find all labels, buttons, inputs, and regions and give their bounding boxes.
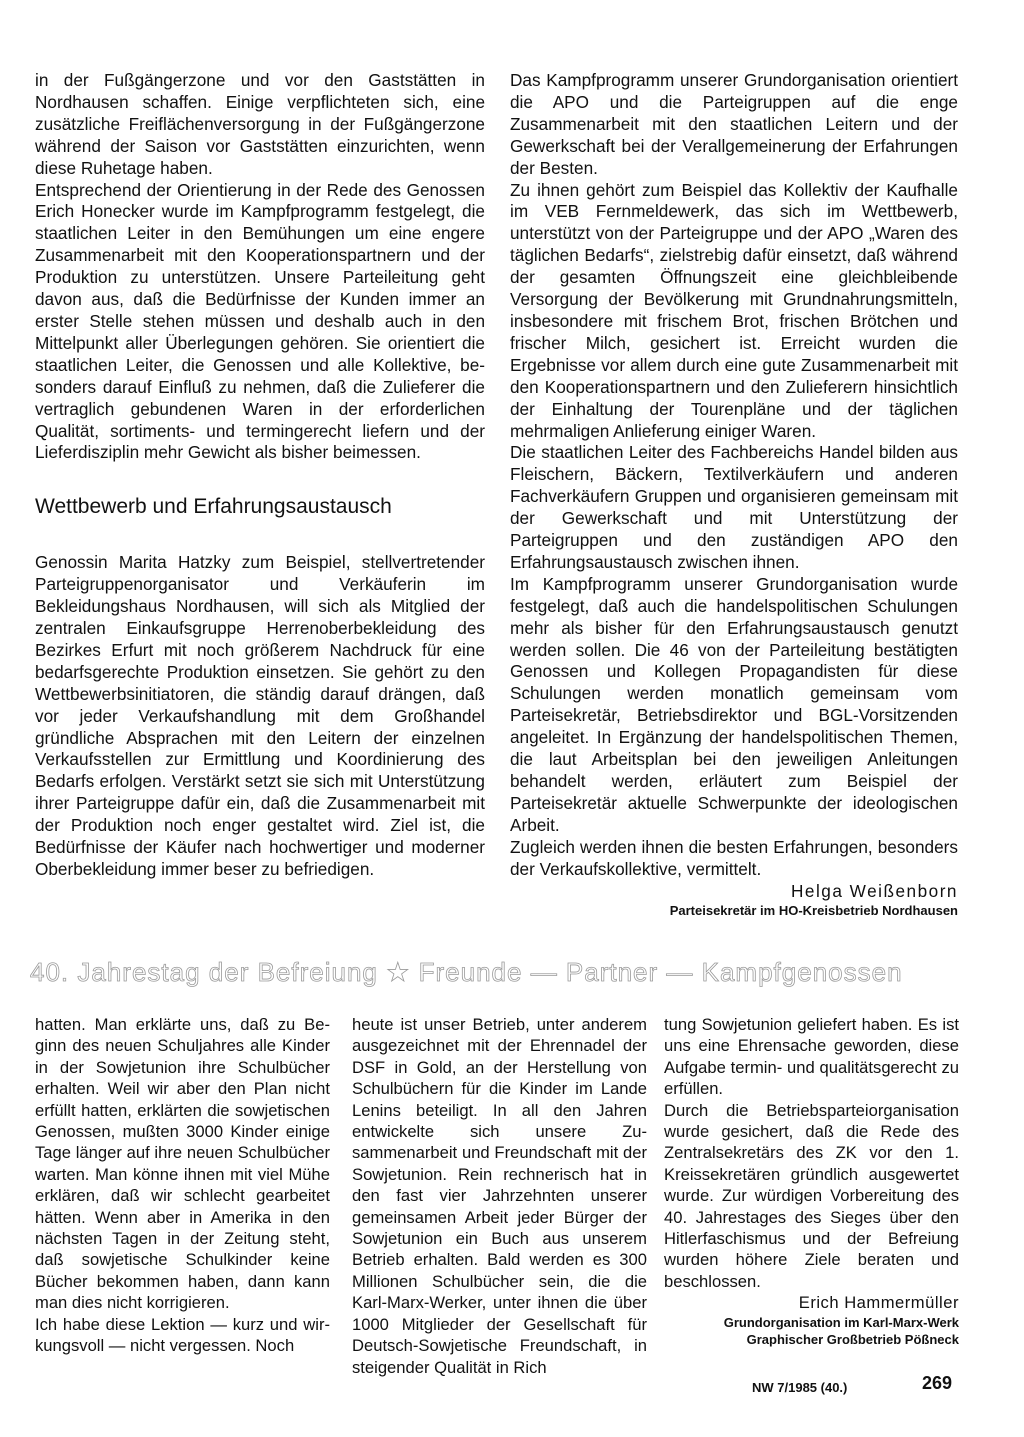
- left-column: [35, 70, 485, 881]
- body-paragraph: Die staatlichen Leiter des Fachbereichs Handel bilden aus Fleischern, Bäckern, Textilverkäufern und anderen Fachverkäufern Gruppen und organisieren gemeinsam mit der Gewerkschaft und mit Unterstützung der Parteigruppen und den zuständigen APO den Erfahrungsaustausch zwischen ihnen.: [510, 442, 958, 572]
- section-banner: 40. Jahrestag der Befreiung ★ Freunde — Partner — Kampfgenossen: [30, 957, 903, 987]
- section-subheading: Wettbewerb und Erfahrungsaustausch: [35, 495, 392, 519]
- right-column: [510, 70, 958, 919]
- body-paragraph: in der Fußgängerzone und vor den Gaststätten in Nordhausen schaffen. Einige verpflichteten sich, eine zusätzliche Freiflächenversorgung in der Fußgängerzone während der Saison vor Gaststätten einzurichten, wenn diese Ruhetage haben.: [35, 70, 485, 178]
- body-paragraph: Zugleich werden ihnen die besten Erfahrungen, besonders der Verkaufskollektive, vermittelt.: [510, 836, 958, 879]
- author-role: Parteisekretär im HO-Kreisbetrieb Nordhausen: [669, 903, 958, 919]
- page-number: 269: [922, 1373, 953, 1393]
- author-role: Grundorganisation im Karl-Marx-Werk: [723, 1314, 959, 1330]
- author-organization: Graphischer Großbetrieb Pößneck: [746, 1331, 959, 1347]
- issue-label: NW 7/1985 (40.): [752, 1380, 848, 1395]
- body-paragraph: Ich habe diese Lektion — kurz und wirkungsvoll — nicht vergessen. Noch: [35, 1314, 330, 1356]
- bottom-column-2: [352, 1014, 647, 1378]
- body-paragraph: Im Kampfprogramm unserer Grundorganisation wurde festgelegt, daß auch die handelspolitischen Schulungen mehr als bisher für den Erfahrungsaustausch genutzt werden sollen. Die 46 von der Parteileitung bestätigten Genossen und Kollegen Propagandisten für diese Schulungen werden monatlich gemeinsam vom Parteisekretär, Betriebsdirektor und BGL-Vorsitzenden angeleitet. In Ergänzung der handelspolitischen Themen, die laut Arbeitsplan bei den jeweiligen Anleitungen behandelt werden, erläutert zum Beispiel der Parteisekretär aktuelle Schwerpunkte der ideologischen Arbeit.: [510, 573, 958, 835]
- body-paragraph: Das Kampfprogramm unserer Grundorganisation orientiert die APO und die Parteigruppen auf die enge Zusammenarbeit mit den staatlichen Leitern und der Gewerkschaft bei der Verallgemeinerung der Erfahrungen der Besten.: [510, 70, 958, 178]
- author-signature: Erich Hammermüller: [798, 1293, 959, 1313]
- body-paragraph: Entsprechend der Orientierung in der Rede des Genossen Erich Honecker wurde im Kampfprogramm festgelegt, die staatlichen Leiter in den Bemühungen um eine engere Zusammenarbeit mit den Kooperationspartnern und der Produktion zu unterstützen. Unsere Parteileitung geht davon aus, daß die Bedürfnisse der Kunden immer an erster Stelle stehen müssen und deshalb auch in den Mittelpunkt aller Überlegungen gehören. Sie orientiert die staatlichen Leiter, die Genossen und alle Kollektive, besonders darauf Einfluß zu nehmen, daß die Zulieferer die vertraglich gebundenen Waren in der erforderlichen Qualität, sortiments- und termingerecht liefern und der Lieferdisziplin mehr Gewicht als bisher beimessen.: [35, 179, 485, 463]
- bottom-column-1: [35, 1014, 330, 1357]
- body-paragraph: Zu ihnen gehört zum Beispiel das Kollektiv der Kaufhalle im VEB Fernmeldewerk, das sich im Wettbewerb, unterstützt von der Parteigruppe und der APO „Waren des täglichen Bedarfs“, zielstrebig dafür einsetzt, daß während der gesamten Öffnungszeit eine gleichbleibende Versorgung der Bevölkerung mit Grundnahrungsmitteln, insbesondere mit frischem Brot, frischen Brötchen und frischer Milch, gesichert ist. Erreicht wurden die Ergebnisse vor allem durch eine gute Zusammenarbeit mit den Kooperationspartnern und den Zulieferern hinsichtlich der Einhaltung der Tourenpläne und der täglichen mehrmaligen Anlieferung einiger Waren.: [510, 179, 958, 441]
- bottom-column-3: [664, 1014, 959, 1348]
- body-paragraph: Durch die Betriebsparteiorganisation wurde gesichert, daß die Rede des Zentralsekretärs des ZK vor den 1. Kreissekretären gründlich ausgewertet wurde. Zur würdigen Vorbereitung des 40. Jahrestages des Sieges über den Hitlerfaschismus und der Befreiung wurden höhere Ziele beraten und beschlossen.: [664, 1100, 959, 1291]
- author-signature: Helga Weißenborn: [791, 880, 958, 901]
- body-paragraph: hatten. Man erklärte uns, daß zu Beginn des neuen Schuljahres alle Kinder in der Sowjetunion ihre Schulbücher erhalten. Weil wir aber den Plan nicht erfüllt hatten, erklärten die sowjetischen Genossen, mußten 3000 Kinder einige Tage länger auf ihre neuen Schulbücher warten. Man könne ihnen mit viel Mühe erklären, daß wir schlecht gearbeitet hätten. Wenn aber in Amerika in den nächsten Tagen in der Zeitung steht, daß sowjetische Schulkinder keine Bücher bekommen haben, dann kann man dies nicht korrigieren.: [35, 1015, 330, 1313]
- body-paragraph: tung Sowjetunion geliefert haben. Es ist uns eine Ehrensache geworden, diese Aufgabe termin- und qualitätsgerecht zu erfüllen.: [664, 1015, 959, 1099]
- body-paragraph: Genossin Marita Hatzky zum Beispiel, stellvertretender Parteigruppenorganisator und Verkäuferin im Bekleidungshaus Nordhausen, will sich als Mitglied der zentralen Einkaufsgruppe Herrenoberbekleidung des Bezirkes Erfurt mit noch größerem Nachdruck für eine bedarfsgerechte Produktion einsetzen. Sie gehört zu den Wettbewerbsinitiatoren, die ständig darauf drängen, daß vor jeder Verkaufshandlung mit dem Großhandel gründliche Absprachen mit den Leitern der einzelnen Verkaufsstellen zur Ermittlung und Koordinierung des Bedarfs erfolgen. Verstärkt setzt sie sich mit Unterstützung ihrer Parteigruppe dafür ein, daß die Zusammenarbeit mit der Produktion noch enger gestaltet wird. Ziel ist, die Bedürfnisse der Käufer nach hochwertiger und moderner Oberbekleidung immer beser zu befriedigen.: [35, 552, 485, 879]
- body-paragraph: heute ist unser Betrieb, unter anderem ausgezeichnet mit der Ehrennadel der DSF in Gold, an der Herstellung von Schulbüchern für die Kinder im Lande Lenins beteiligt. In all den Jahren entwickelte sich unsere Zusammenarbeit und Freundschaft mit der Sowjetunion. Rein rechnerisch hat in den fast vier Jahrzehnten unserer gemeinsamen Arbeit jeder Bürger der Sowjetunion ein Buch aus unserem Betrieb erhalten. Bald werden es 300 Millionen Schulbücher sein, die die Karl-Marx-Werker, unter ihnen die über 1000 Mitglieder der Gesellschaft für Deutsch-Sowjetische Freundschaft, in steigender Qualität in Rich: [352, 1015, 647, 1377]
